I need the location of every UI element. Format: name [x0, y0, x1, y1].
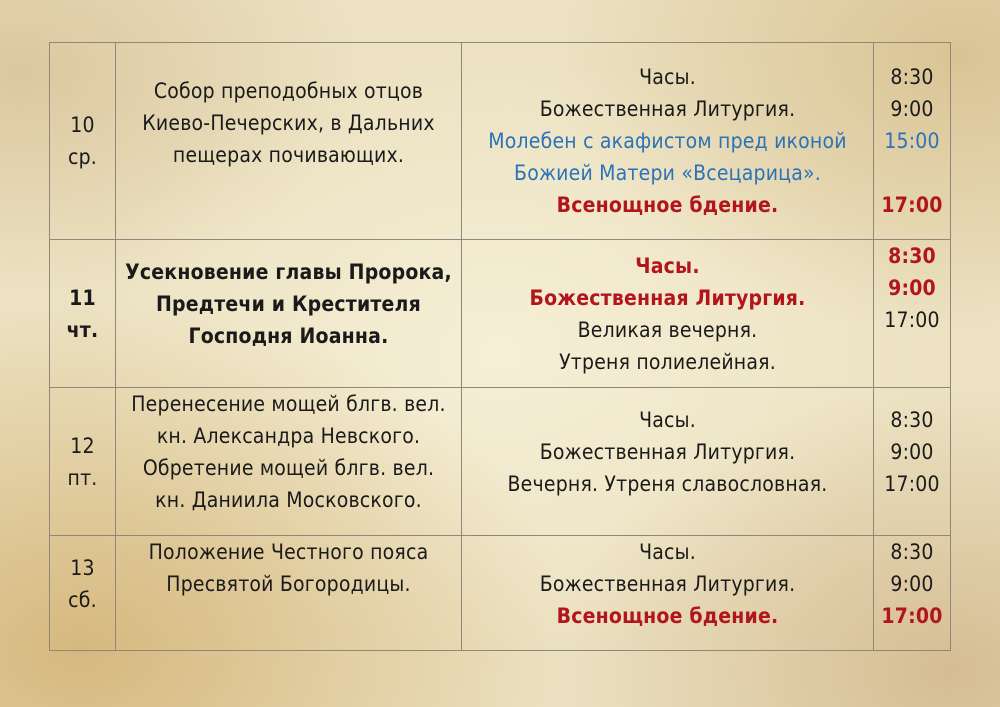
feast-line: Обретение мощей блгв. вел. [142, 456, 435, 480]
date-cell [50, 388, 116, 536]
service-line: Всенощное бдение. [556, 193, 779, 217]
weekday: чт. [66, 317, 99, 342]
date-cell [50, 43, 116, 240]
service-line: Божественная Литургия. [529, 285, 806, 310]
table-row [50, 536, 951, 651]
service-line: Великая вечерня. [577, 317, 758, 342]
feast-cell [116, 43, 462, 240]
service-line: Божией Матери «Всецарица». [514, 161, 821, 185]
feast-cell [116, 240, 462, 388]
service-time: 17:00 [884, 472, 940, 496]
weekday: пт. [67, 465, 98, 490]
service-line: Всенощное бдение. [556, 604, 779, 628]
service-time: 9:00 [890, 572, 934, 596]
service-line: Часы. [639, 540, 696, 564]
feast-line: Господня Иоанна. [188, 324, 389, 348]
service-line: Часы. [639, 65, 696, 89]
feast-cell [116, 536, 462, 651]
service-time-empty [874, 157, 950, 189]
day-number: 10 [70, 113, 95, 137]
service-line: Молебен с акафистом пред иконой [488, 129, 847, 153]
feast-line: Собор преподобных отцов [153, 79, 424, 103]
day-number: 12 [70, 433, 95, 458]
feast-line: пещерах почивающих. [172, 143, 405, 167]
feast-line: Предтечи и Крестителя [156, 292, 421, 316]
date-cell [50, 536, 116, 651]
day-number: 11 [69, 285, 96, 310]
service-line: Божественная Литургия. [539, 97, 796, 121]
feast-line: Перенесение мощей блгв. вел. [131, 392, 446, 416]
service-line: Утреня полиелейная. [559, 349, 776, 374]
feast-line: Усекновение главы Пророка, [125, 260, 452, 284]
service-line: Часы. [639, 408, 696, 432]
weekday: ср. [68, 145, 97, 169]
feast-line: кн. Александра Невского. [156, 424, 421, 448]
service-time: 17:00 [881, 193, 943, 217]
weekday: сб. [68, 588, 97, 612]
service-time: 8:30 [890, 65, 934, 89]
service-time: 17:00 [881, 604, 943, 628]
service-time: 9:00 [890, 440, 934, 464]
feast-cell [116, 388, 462, 536]
services-cell [462, 240, 874, 388]
times-cell [874, 240, 951, 388]
feast-line: Положение Честного пояса [148, 540, 429, 564]
service-line: Божественная Литургия. [539, 440, 796, 464]
feast-line: Пресвятой Богородицы. [166, 572, 411, 596]
service-time: 8:30 [890, 540, 934, 564]
service-time: 8:30 [890, 408, 934, 432]
feast-line: кн. Даниила Московского. [155, 488, 422, 512]
service-time: 17:00 [884, 308, 940, 332]
times-cell [874, 536, 951, 651]
services-cell [462, 536, 874, 651]
service-line: Часы. [635, 253, 700, 278]
times-cell [874, 43, 951, 240]
service-time: 8:30 [888, 244, 936, 268]
service-schedule-table [49, 42, 951, 651]
table-row [50, 43, 951, 240]
services-cell [462, 43, 874, 240]
table-row [50, 240, 951, 388]
service-line: Вечерня. Утреня славословная. [507, 472, 828, 496]
day-number: 13 [70, 556, 95, 580]
service-line: Божественная Литургия. [539, 572, 796, 596]
service-time: 15:00 [884, 129, 940, 153]
table-row [50, 388, 951, 536]
service-time: 9:00 [888, 276, 936, 300]
times-cell [874, 388, 951, 536]
date-cell [50, 240, 116, 388]
feast-line: Киево-Печерских, в Дальних [142, 111, 435, 135]
services-cell [462, 388, 874, 536]
service-time: 9:00 [890, 97, 934, 121]
